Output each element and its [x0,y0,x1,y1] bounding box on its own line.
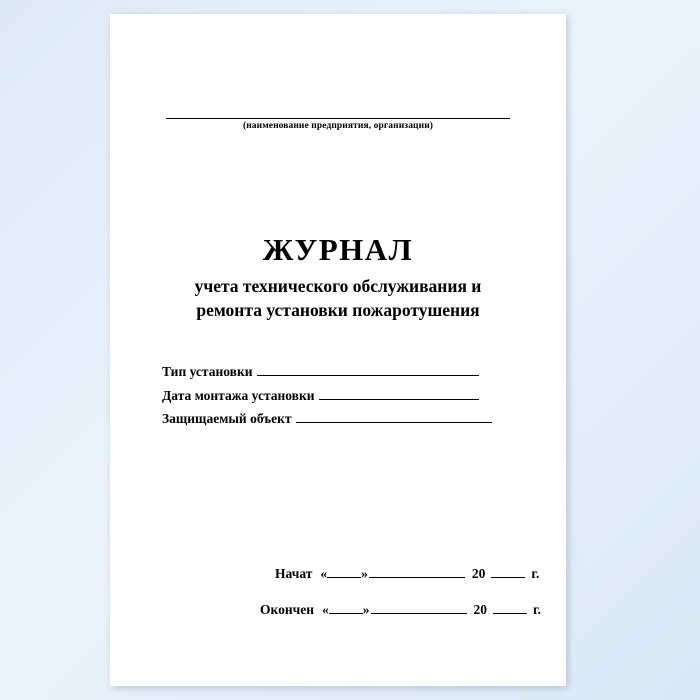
document-subtitle-line-2: ремонта установки пожаротушения [196,300,480,321]
field-installation-type [162,362,542,382]
field-installation-date-label: Дата монтажа установки [162,387,315,403]
footer-started-year-prefix: 20 [471,566,486,581]
footer-started-day-input[interactable] [327,566,361,578]
field-protected-object-label: Защищаемый объект [162,411,292,427]
footer-started-label: Начат [275,566,313,581]
footer-finished-month-input[interactable] [371,602,467,614]
footer-finished-quote-close: » [362,602,370,617]
field-installation-type-input[interactable] [257,364,479,376]
organization-block [166,106,510,131]
footer-row-started [260,566,550,582]
footer-started-month-input[interactable] [369,566,465,578]
document-page-content [110,14,566,686]
footer-started-year-suffix: г. [531,566,540,581]
field-protected-object-input[interactable] [296,411,492,423]
footer-started-quote-close: » [361,566,368,581]
field-installation-date [162,386,542,406]
document-subtitle [158,274,518,322]
footer-started-year-input[interactable] [491,566,525,578]
footer-finished-label: Окончен [260,602,315,617]
form-fields [162,362,542,433]
organization-caption: (наименование предприятия, организации) [242,121,434,131]
footer-row-finished [260,602,550,618]
footer-finished-day-input[interactable] [329,602,363,614]
document-subtitle-line-1: учета технического обслуживания и [194,276,482,296]
footer-started-quote-open: « [320,566,328,581]
field-installation-date-input[interactable] [319,388,479,400]
footer-finished-year-input[interactable] [493,602,527,614]
footer-finished-year-prefix: 20 [473,602,488,617]
footer-finished-year-suffix: г. [533,602,541,617]
organization-write-in-line[interactable] [166,106,510,119]
footer-finished-quote-open: « [322,602,329,617]
document-page [110,14,566,686]
document-title: ЖУРНАЛ [262,232,414,267]
field-installation-type-label: Тип установки [162,364,253,379]
document-footer [260,566,550,638]
field-protected-object [162,409,542,429]
